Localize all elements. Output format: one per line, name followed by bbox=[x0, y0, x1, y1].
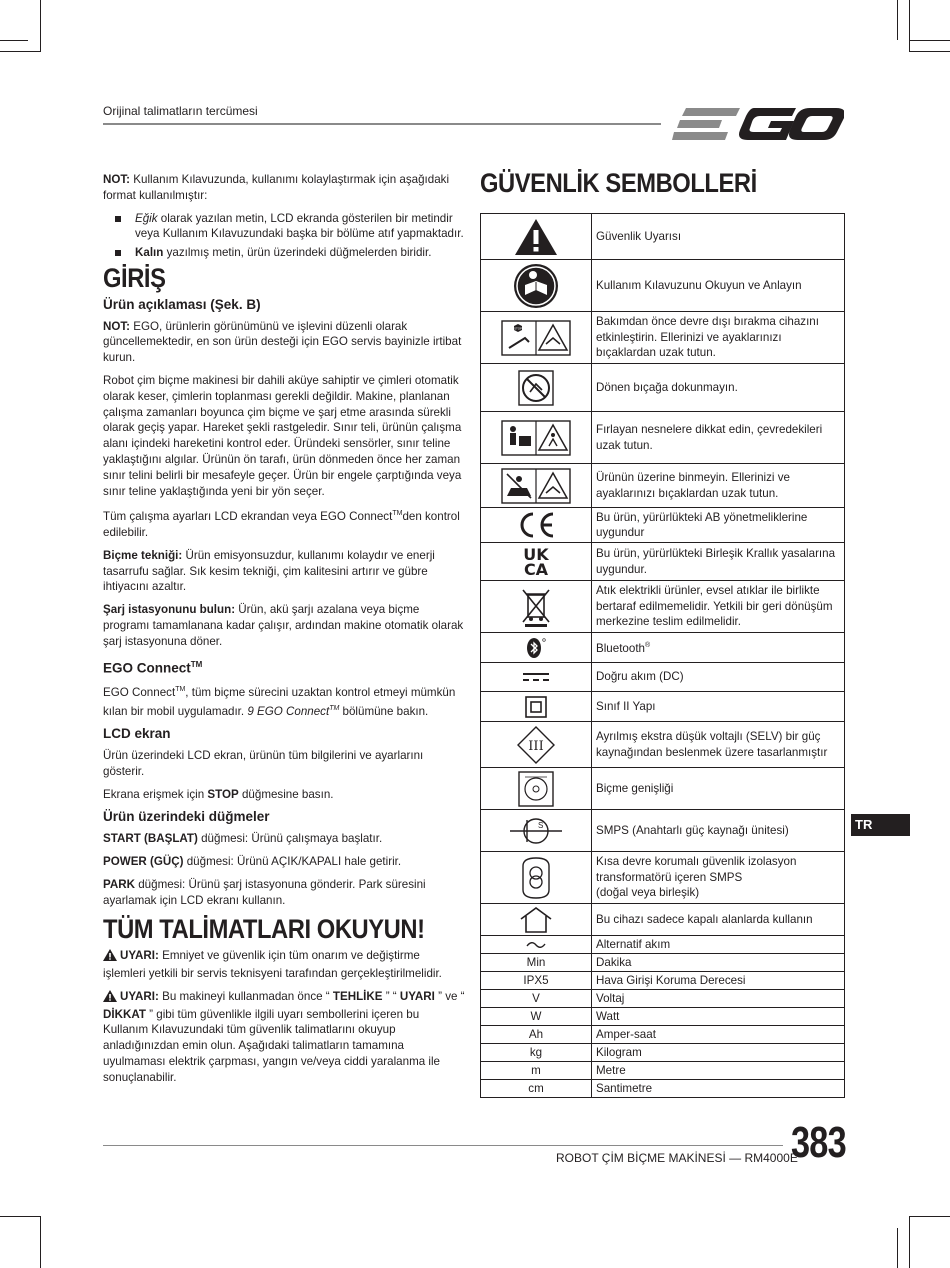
charge-label: Şarj istasyonunu bulun: bbox=[103, 603, 236, 617]
danger-word: TEHLİKE bbox=[332, 989, 383, 1003]
read-manual-icon bbox=[481, 260, 592, 312]
ego-connect-heading bbox=[103, 657, 465, 676]
park-button-paragraph bbox=[103, 877, 465, 909]
mow-text: Ürün emisyonsuzdur, kullanımı kolaydır ve enerji tasarrufu sağlar. Sık kesim tekniği, çim kalitesini artırır ve gübre ihtiyacını azaltır. bbox=[103, 548, 435, 594]
safety-symbols-table bbox=[480, 213, 845, 1098]
ego-connect-paragraph bbox=[103, 682, 465, 719]
table-row bbox=[481, 1008, 845, 1026]
crop-mark bbox=[0, 40, 28, 41]
selv-icon bbox=[481, 722, 592, 768]
no-touch-blade-icon bbox=[481, 364, 592, 412]
paragraph-text: , tüm biçme sürecini uzaktan kontrol etmeyi mümkün kılan bir mobil uygulamadır. bbox=[103, 685, 456, 718]
format-list bbox=[103, 211, 465, 261]
symbol-description: Kısa devre korumalı güvenlik izolasyon transformatörü içeren SMPS (doğal veya birleşik) bbox=[592, 852, 845, 904]
dc-current-icon bbox=[481, 663, 592, 692]
find-station-paragraph bbox=[103, 602, 465, 649]
caution-word: DİKKAT bbox=[103, 1007, 146, 1021]
bullet-icon bbox=[115, 216, 121, 222]
symbol-text: Bluetooth bbox=[596, 642, 645, 656]
lcd-paragraph: Ürün üzerindeki LCD ekran, ürünün tüm bilgilerini ve ayarlarını gösterir. bbox=[103, 748, 424, 778]
footer-text: ROBOT ÇİM BİÇME MAKİNESİ — RM4000E bbox=[556, 1151, 798, 1165]
symbol-description: Bu ürün, yürürlükteki Birleşik Krallık yasalarına uygundur. bbox=[592, 543, 845, 581]
note-text: EGO, ürünlerin görünümünü ve işlevini düzenli olarak güncellemektedir, en son ürün desteği için EGO servis bayinizle irtibat kurun. bbox=[103, 319, 462, 365]
paragraph-text: den kontrol edilebilir. bbox=[103, 510, 460, 539]
table-row bbox=[481, 1026, 845, 1044]
note-label: NOT: bbox=[103, 319, 131, 333]
indoor-use-icon bbox=[481, 904, 592, 936]
crop-mark bbox=[909, 0, 910, 52]
list-item bbox=[103, 211, 465, 243]
unit-symbol: W bbox=[481, 1008, 592, 1026]
table-row bbox=[481, 722, 845, 768]
ego-logo bbox=[672, 104, 844, 144]
paragraph-text: EGO Connect bbox=[103, 685, 176, 699]
table-row bbox=[481, 972, 845, 990]
ukca-mark-icon: UK CA bbox=[481, 543, 592, 581]
crop-mark bbox=[909, 1216, 910, 1268]
buttons-heading: Ürün üzerindeki düğmeler bbox=[103, 809, 270, 825]
table-row bbox=[481, 810, 845, 852]
table-row bbox=[481, 633, 845, 663]
ce-mark-icon bbox=[481, 508, 592, 543]
format-note bbox=[103, 172, 465, 204]
table-row bbox=[481, 508, 845, 543]
table-row bbox=[481, 692, 845, 722]
product-desc-heading: Ürün açıklaması (Şek. B) bbox=[103, 296, 261, 312]
bold-example: Kalın bbox=[135, 246, 164, 260]
unit-description: Amper-saat bbox=[592, 1026, 845, 1044]
paragraph-text: Bu makineyi kullanmadan önce “ bbox=[158, 989, 333, 1003]
settings-paragraph bbox=[103, 506, 465, 540]
unit-symbol: V bbox=[481, 990, 592, 1008]
svg-text:III: III bbox=[528, 738, 544, 754]
italic-example: Eğik bbox=[135, 211, 158, 225]
crop-mark bbox=[897, 0, 898, 40]
paragraph-text: bölümüne bakın. bbox=[339, 704, 429, 718]
page-number: 383 bbox=[791, 1118, 846, 1167]
header-text: Orijinal talimatların tercümesi bbox=[103, 104, 258, 118]
table-row bbox=[481, 663, 845, 692]
symbol-description bbox=[592, 633, 845, 663]
unit-symbol: m bbox=[481, 1062, 592, 1080]
table-row bbox=[481, 768, 845, 810]
unit-description: Metre bbox=[592, 1062, 845, 1080]
paragraph-text: Tüm çalışma ayarları LCD ekrandan veya EGO Connect bbox=[103, 510, 393, 524]
class-ii-icon bbox=[481, 692, 592, 722]
crop-mark bbox=[0, 1216, 41, 1217]
table-row bbox=[481, 260, 845, 312]
list-item-text: yazılmış metin, ürün üzerindeki düğmelerden biridir. bbox=[163, 246, 432, 260]
charge-text: Ürün, akü şarjı azalana veya biçme programı tamamlanana kadar çalışır, ardından makine otomatik olarak şarj istasyonuna döner. bbox=[103, 603, 464, 648]
crop-mark bbox=[897, 1228, 898, 1268]
bluetooth-icon bbox=[481, 633, 592, 663]
paragraph-text: düğmesine basın. bbox=[238, 787, 334, 801]
table-row bbox=[481, 412, 845, 464]
symbol-description: Güvenlik Uyarısı bbox=[592, 214, 845, 260]
crop-mark bbox=[40, 1216, 41, 1268]
power-button-paragraph bbox=[103, 854, 465, 870]
unit-description: Santimetre bbox=[592, 1080, 845, 1098]
paragraph-text: ” ve “ bbox=[434, 989, 465, 1003]
safety-transformer-icon bbox=[481, 852, 592, 904]
park-label: PARK bbox=[103, 877, 135, 891]
warning-triangle-icon bbox=[481, 214, 592, 260]
unit-description: Voltaj bbox=[592, 990, 845, 1008]
warning-paragraph bbox=[103, 989, 465, 1086]
description-paragraph: Robot çim biçme makinesi bir dahili aküye sahiptir ve çimleri otomatik olarak keser, çimlerin toplanması gerekli değildir. Makine, planlanan çalışma zamanları boyunca çim biçme ve şarj etme arasında sürekli olarak geçiş yapar. Hareket şekli rastgeledir. Sınır teli, ürünün çalışma alanı içindeki hareketini kontrol eder. Üründeki sensörler, sınır teline yaklaştığını algılar. Ürünün ön tarafı, ürün dönmeden önce her zaman sınır telini belirli bir mesafeyle geçer. Ürün bir engele çarptığında veya sınır teline yaklaştığında yeni bir yön seçer. bbox=[103, 373, 462, 498]
symbol-description: Doğru akım (DC) bbox=[592, 663, 845, 692]
unit-symbol: Ah bbox=[481, 1026, 592, 1044]
intro-heading: GİRİŞ bbox=[103, 262, 166, 293]
table-row bbox=[481, 581, 845, 633]
symbol-description: Ayrılmış ekstra düşük voltajlı (SELV) bir güç kaynağından beslenmek üzere tasarlanmıştır bbox=[592, 722, 845, 768]
symbol-description: SMPS (Anahtarlı güç kaynağı ünitesi) bbox=[592, 810, 845, 852]
stop-button-label: STOP bbox=[207, 787, 239, 801]
trademark-sup: TM bbox=[392, 510, 403, 518]
symbol-description: Atık elektrikli ürünler, evsel atıklar ile birlikte bertaraf edilmemelidir. Yetkili bir geri dönüşüm merkezine teslim edilmelidir. bbox=[592, 581, 845, 633]
read-instructions-heading: TÜM TALİMATLARI OKUYUN! bbox=[103, 914, 425, 945]
table-row bbox=[481, 214, 845, 260]
update-note bbox=[103, 319, 465, 366]
lcd-stop-paragraph bbox=[103, 787, 465, 803]
unit-description: Dakika bbox=[592, 954, 845, 972]
warning-label: UYARI: bbox=[120, 989, 159, 1003]
symbol-description: Dönen bıçağa dokunmayın. bbox=[592, 364, 845, 412]
smps-icon bbox=[481, 810, 592, 852]
paragraph-text: düğmesi: Ürünü çalışmaya başlatır. bbox=[197, 832, 383, 846]
list-item-text: olarak yazılan metin, LCD ekranda gösterilen bir metindir veya Kullanım Kılavuzundaki başka bir bölüme atıf yapmaktadır. bbox=[135, 211, 464, 241]
svg-text:S: S bbox=[538, 820, 544, 830]
warning-word: UYARI bbox=[399, 989, 435, 1003]
trademark-sup: TM bbox=[175, 685, 186, 693]
unit-description: Watt bbox=[592, 1008, 845, 1026]
trademark-sup: TM bbox=[190, 659, 203, 669]
crop-mark bbox=[0, 51, 41, 52]
symbol-description: Alternatif akım bbox=[592, 936, 845, 954]
table-row bbox=[481, 1080, 845, 1098]
paragraph-text: Ekrana erişmek için bbox=[103, 787, 208, 801]
symbol-description: Kullanım Kılavuzunu Okuyun ve Anlayın bbox=[592, 260, 845, 312]
lcd-heading: LCD ekran bbox=[103, 726, 171, 742]
warning-paragraph bbox=[103, 948, 465, 982]
table-row bbox=[481, 312, 845, 364]
unit-description: Hava Girişi Koruma Derecesi bbox=[592, 972, 845, 990]
mowing-technique-paragraph bbox=[103, 548, 465, 595]
paragraph-text: düğmesi: Ürünü şarj istasyonuna gönderir. Park süresini ayarlamak için LCD ekranı kullanın. bbox=[103, 877, 426, 907]
symbol-description: Bu ürün, yürürlükteki AB yönetmeliklerine uygundur bbox=[592, 508, 845, 543]
table-row bbox=[481, 954, 845, 972]
crop-mark bbox=[40, 0, 41, 52]
no-ride-icon bbox=[481, 464, 592, 508]
table-row bbox=[481, 852, 845, 904]
table-row bbox=[481, 904, 845, 936]
crop-mark bbox=[909, 51, 950, 52]
heading-text: EGO Connect bbox=[103, 660, 191, 676]
symbol-description: Bu cihazı sadece kapalı alanlarda kullanın bbox=[592, 904, 845, 936]
crop-mark bbox=[909, 1216, 950, 1217]
header-rule bbox=[103, 123, 661, 125]
mow-label: Biçme tekniği: bbox=[103, 548, 183, 562]
warning-icon bbox=[103, 990, 117, 1007]
paragraph-text: ” gibi tüm güvenlikle ilgili uyarı sembollerini içeren bu Kullanım Kılavuzundaki tüm güvenlik talimatlarını okuyup anladığınızdan emin olun. Aşağıdaki talimatların tamamına uyulmaması elektrik çarpması, yangın ve/veya ciddi yaralanma ile sonuçlanabilir. bbox=[103, 1007, 441, 1084]
section-reference: 9 EGO Connect bbox=[247, 704, 330, 718]
table-row bbox=[481, 464, 845, 508]
maintenance-disable-icon bbox=[481, 312, 592, 364]
note-text: Kullanım Kılavuzunda, kullanımı kolaylaştırmak için aşağıdaki format kullanılmıştır: bbox=[103, 173, 450, 202]
unit-symbol: IPX5 bbox=[481, 972, 592, 990]
paragraph-text: Emniyet ve güvenlik için tüm onarım ve değiştirme işlemleri yetkili bir servis teknisyeni tarafından gerçekleştirilmelidir. bbox=[103, 949, 442, 980]
symbol-description: Fırlayan nesnelere dikkat edin, çevredekileri uzak tutun. bbox=[592, 412, 845, 464]
crop-mark bbox=[910, 40, 950, 41]
symbol-description: Sınıf II Yapı bbox=[592, 692, 845, 722]
table-row bbox=[481, 543, 845, 581]
table-row bbox=[481, 1062, 845, 1080]
table-row bbox=[481, 990, 845, 1008]
unit-description: Kilogram bbox=[592, 1044, 845, 1062]
thrown-objects-icon bbox=[481, 412, 592, 464]
paragraph-text: düğmesi: Ürünü AÇIK/KAPALI hale getirir. bbox=[183, 854, 402, 868]
unit-symbol: kg bbox=[481, 1044, 592, 1062]
table-row bbox=[481, 936, 845, 954]
paragraph-text: ” “ bbox=[382, 989, 400, 1003]
ac-current-icon bbox=[481, 936, 592, 954]
language-tab: TR bbox=[851, 814, 910, 836]
warning-label: UYARI: bbox=[120, 949, 159, 963]
note-label: NOT: bbox=[103, 173, 131, 186]
svg-text:STOP: STOP bbox=[513, 326, 523, 330]
unit-symbol: cm bbox=[481, 1080, 592, 1098]
power-label: POWER (GÜÇ) bbox=[103, 854, 184, 868]
unit-symbol: Min bbox=[481, 954, 592, 972]
cutting-width-icon bbox=[481, 768, 592, 810]
table-row bbox=[481, 364, 845, 412]
start-button-paragraph bbox=[103, 831, 465, 847]
registered-sup: ® bbox=[645, 642, 651, 650]
warning-icon bbox=[103, 949, 117, 966]
list-item bbox=[103, 245, 465, 261]
table-row bbox=[481, 1044, 845, 1062]
weee-bin-icon bbox=[481, 581, 592, 633]
symbol-description: Bakımdan önce devre dışı bırakma cihazını etkinleştirin. Ellerinizi ve ayaklarınızı bıçaklardan uzak tutun. bbox=[592, 312, 845, 364]
symbol-description: Ürünün üzerine binmeyin. Ellerinizi ve ayaklarınızı bıçaklardan uzak tutun. bbox=[592, 464, 845, 508]
footer-rule bbox=[103, 1145, 783, 1146]
safety-symbols-heading: GÜVENLİK SEMBOLLERİ bbox=[480, 168, 757, 198]
trademark-sup: TM bbox=[329, 704, 340, 712]
left-column bbox=[103, 172, 465, 1093]
start-label: START (BAŞLAT) bbox=[103, 832, 198, 846]
symbol-description: Biçme genişliği bbox=[592, 768, 845, 810]
bullet-icon bbox=[115, 250, 121, 256]
